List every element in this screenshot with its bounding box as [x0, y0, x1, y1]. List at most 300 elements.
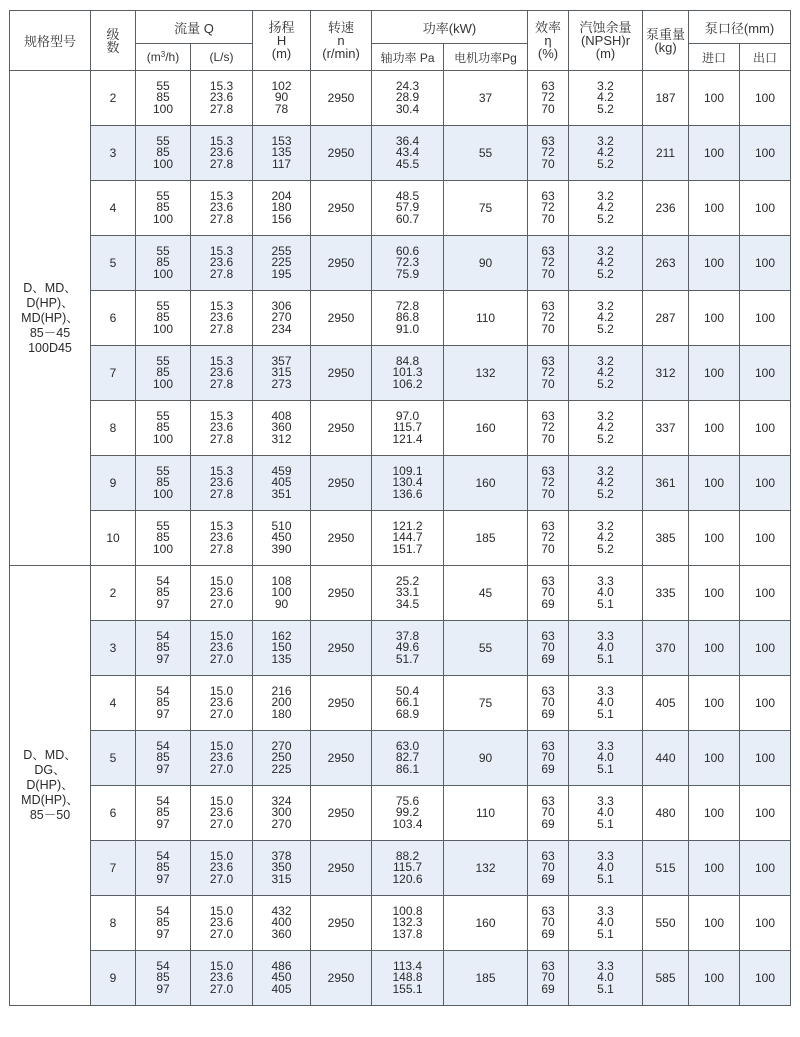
flow-ls-cell-value: 27.0	[209, 596, 234, 611]
flow-ls-cell-value: 15.0	[209, 629, 234, 644]
shaft-power-cell-value: 137.8	[392, 926, 423, 941]
inlet-cell: 100	[689, 346, 740, 401]
flow-ls-cell	[191, 566, 253, 621]
flow-m3h-cell-value: 100	[152, 376, 174, 391]
head-cell-value: 78	[274, 101, 289, 116]
head-cell	[253, 456, 311, 511]
head-cell	[253, 731, 311, 786]
speed-cell: 2950	[311, 126, 372, 181]
shaft-power-cell	[372, 676, 444, 731]
flow-ls-cell	[191, 456, 253, 511]
motor-power-cell: 37	[444, 71, 528, 126]
npsh-cell-value: 3.2	[597, 134, 614, 149]
efficiency-cell-value: 69	[541, 926, 555, 941]
outlet-cell: 100	[740, 126, 791, 181]
flow-ls-cell	[191, 401, 253, 456]
efficiency-cell-value: 72	[541, 365, 555, 380]
speed-cell: 2950	[311, 951, 372, 1006]
npsh-cell-value: 5.2	[597, 266, 614, 281]
npsh-cell-value: 5.2	[597, 211, 614, 226]
flow-m3h-cell-value: 100	[152, 321, 174, 336]
flow-ls-cell-value: 15.3	[209, 519, 234, 534]
head-cell	[253, 786, 311, 841]
shaft-power-cell-value: 136.6	[392, 486, 423, 501]
table-row	[10, 896, 791, 951]
efficiency-cell-value: 72	[541, 90, 555, 105]
weight-cell: 263	[643, 236, 689, 291]
stage-cell: 3	[91, 621, 136, 676]
stage-cell: 2	[91, 566, 136, 621]
shaft-power-cell-value: 45.5	[395, 156, 420, 171]
efficiency-cell-value: 63	[541, 519, 555, 534]
head-cell	[253, 896, 311, 951]
efficiency-cell	[528, 731, 569, 786]
flow-ls-cell	[191, 841, 253, 896]
flow-m3h-cell	[136, 346, 191, 401]
stage-cell: 7	[91, 346, 136, 401]
flow-m3h-cell	[136, 456, 191, 511]
efficiency-cell	[528, 181, 569, 236]
flow-m3h-cell-value: 97	[156, 761, 170, 776]
head-cell-value: 195	[271, 266, 292, 281]
table-row	[10, 621, 791, 676]
head-cell-value: 300	[271, 805, 292, 820]
npsh-cell-value: 3.3	[597, 849, 614, 864]
speed-cell: 2950	[311, 566, 372, 621]
motor-power-cell: 75	[444, 181, 528, 236]
shaft-power-cell	[372, 621, 444, 676]
npsh-cell-value: 5.2	[597, 431, 614, 446]
npsh-cell	[569, 401, 643, 456]
shaft-power-cell-value: 48.5	[395, 189, 420, 204]
inlet-cell: 100	[689, 566, 740, 621]
flow-m3h-cell	[136, 731, 191, 786]
efficiency-cell-value: 63	[541, 574, 555, 589]
model-cell	[10, 71, 91, 566]
shaft-power-cell	[372, 896, 444, 951]
table-row	[10, 786, 791, 841]
npsh-cell-value: 4.2	[597, 200, 614, 215]
flow-ls-cell-value: 27.8	[209, 156, 234, 171]
flow-ls-cell-value: 15.0	[209, 849, 234, 864]
flow-ls-cell-value: 27.0	[209, 871, 234, 886]
npsh-cell-value: 5.2	[597, 376, 614, 391]
weight-cell: 236	[643, 181, 689, 236]
weight-cell: 361	[643, 456, 689, 511]
head-cell	[253, 236, 311, 291]
flow-ls-cell-value: 15.0	[209, 794, 234, 809]
flow-m3h-cell-value: 100	[152, 211, 174, 226]
efficiency-cell	[528, 236, 569, 291]
shaft-power-cell-value: 130.4	[392, 475, 423, 490]
table-row	[10, 566, 791, 621]
outlet-cell: 100	[740, 731, 791, 786]
flow-ls-cell-value: 23.6	[209, 200, 234, 215]
inlet-cell: 100	[689, 951, 740, 1006]
weight-cell: 405	[643, 676, 689, 731]
outlet-cell: 100	[740, 621, 791, 676]
table-row	[10, 126, 791, 181]
inlet-cell: 100	[689, 511, 740, 566]
efficiency-cell-value: 63	[541, 134, 555, 149]
npsh-cell-value: 4.0	[597, 750, 614, 765]
npsh-cell-value: 4.2	[597, 475, 614, 490]
weight-cell: 385	[643, 511, 689, 566]
flow-m3h-cell-value: 97	[156, 596, 170, 611]
efficiency-cell-value: 63	[541, 849, 555, 864]
npsh-cell-value: 4.2	[597, 310, 614, 325]
flow-m3h-cell-value: 85	[156, 420, 170, 435]
flow-m3h-cell-value: 97	[156, 981, 170, 996]
efficiency-cell	[528, 401, 569, 456]
shaft-power-cell-value: 115.7	[392, 420, 423, 435]
shaft-power-cell-value: 99.2	[395, 805, 420, 820]
npsh-cell-value: 3.2	[597, 79, 614, 94]
flow-ls-cell-value: 23.6	[209, 145, 234, 160]
outlet-cell: 100	[740, 786, 791, 841]
motor-power-cell: 110	[444, 786, 528, 841]
model-line: 85－50	[29, 808, 71, 822]
head-cell	[253, 511, 311, 566]
head-cell-value: 225	[271, 255, 292, 270]
flow-m3h-cell-value: 85	[156, 530, 170, 545]
head-cell-value: 200	[271, 695, 292, 710]
head-cell-value: 117	[271, 156, 292, 171]
head-cell-value: 312	[271, 431, 292, 446]
outlet-cell: 100	[740, 181, 791, 236]
npsh-cell-value: 3.3	[597, 739, 614, 754]
efficiency-cell-value: 63	[541, 794, 555, 809]
speed-cell: 2950	[311, 841, 372, 896]
stage-cell: 5	[91, 731, 136, 786]
flow-m3h-cell-value: 100	[152, 101, 174, 116]
head-cell	[253, 401, 311, 456]
flow-ls-cell-value: 27.8	[209, 101, 234, 116]
stage-cell: 2	[91, 71, 136, 126]
head-cell-value: 360	[271, 926, 292, 941]
table-row	[10, 71, 791, 126]
weight-cell: 337	[643, 401, 689, 456]
efficiency-cell-value: 72	[541, 420, 555, 435]
header-outlet: 出口	[740, 44, 791, 71]
table-row	[10, 291, 791, 346]
shaft-power-cell	[372, 181, 444, 236]
efficiency-cell-value: 69	[541, 761, 555, 776]
flow-ls-cell-value: 23.6	[209, 970, 234, 985]
npsh-cell-value: 4.2	[597, 530, 614, 545]
flow-ls-cell-value: 27.0	[209, 651, 234, 666]
flow-m3h-cell-value: 54	[156, 959, 170, 974]
efficiency-cell-value: 69	[541, 981, 555, 996]
inlet-cell: 100	[689, 71, 740, 126]
speed-cell: 2950	[311, 676, 372, 731]
npsh-cell-value: 5.2	[597, 486, 614, 501]
npsh-cell-value: 3.2	[597, 244, 614, 259]
npsh-cell	[569, 456, 643, 511]
shaft-power-cell-value: 151.7	[392, 541, 423, 556]
shaft-power-cell-value: 103.4	[392, 816, 423, 831]
efficiency-cell	[528, 841, 569, 896]
shaft-power-cell-value: 34.5	[395, 596, 420, 611]
shaft-power-cell-value: 84.8	[395, 354, 420, 369]
speed-cell: 2950	[311, 291, 372, 346]
model-line: 85－45	[29, 325, 71, 340]
shaft-power-cell-value: 120.6	[392, 871, 423, 886]
efficiency-cell-value: 63	[541, 629, 555, 644]
npsh-cell	[569, 786, 643, 841]
flow-ls-cell-value: 27.8	[209, 321, 234, 336]
flow-m3h-cell	[136, 291, 191, 346]
flow-m3h-cell-value: 55	[156, 299, 170, 314]
npsh-cell	[569, 291, 643, 346]
header-stages: 级 数	[91, 11, 136, 71]
weight-cell: 287	[643, 291, 689, 346]
npsh-cell	[569, 236, 643, 291]
model-line: D(HP)、	[26, 778, 74, 792]
npsh-cell-value: 4.2	[597, 420, 614, 435]
header-inlet: 进口	[689, 44, 740, 71]
efficiency-cell	[528, 511, 569, 566]
stage-cell: 5	[91, 236, 136, 291]
inlet-cell: 100	[689, 126, 740, 181]
motor-power-cell: 132	[444, 841, 528, 896]
npsh-cell	[569, 181, 643, 236]
head-cell	[253, 621, 311, 676]
head-cell-value: 306	[271, 299, 292, 314]
weight-cell: 480	[643, 786, 689, 841]
speed-cell: 2950	[311, 786, 372, 841]
flow-ls-cell-value: 23.6	[209, 420, 234, 435]
stage-cell: 9	[91, 951, 136, 1006]
head-cell-value: 486	[271, 959, 292, 974]
shaft-power-cell-value: 57.9	[395, 200, 420, 215]
efficiency-cell-value: 63	[541, 959, 555, 974]
shaft-power-cell	[372, 841, 444, 896]
outlet-cell: 100	[740, 951, 791, 1006]
flow-m3h-cell-value: 85	[156, 585, 170, 600]
shaft-power-cell-value: 86.1	[395, 761, 420, 776]
flow-m3h-cell-value: 97	[156, 651, 170, 666]
flow-ls-cell-value: 23.6	[209, 365, 234, 380]
outlet-cell: 100	[740, 896, 791, 951]
npsh-cell-value: 5.1	[597, 761, 614, 776]
shaft-power-cell	[372, 346, 444, 401]
efficiency-cell-value: 70	[541, 321, 555, 336]
header-npsh: 汽蚀余量 (NPSH)r (m)	[569, 11, 643, 71]
efficiency-cell	[528, 456, 569, 511]
flow-m3h-cell	[136, 511, 191, 566]
efficiency-cell	[528, 566, 569, 621]
table-body	[10, 71, 791, 1006]
shaft-power-cell-value: 144.7	[392, 530, 423, 545]
npsh-cell-value: 3.3	[597, 684, 614, 699]
head-cell-value: 204	[271, 189, 292, 204]
outlet-cell: 100	[740, 401, 791, 456]
efficiency-cell	[528, 346, 569, 401]
npsh-cell	[569, 676, 643, 731]
npsh-cell-value: 5.2	[597, 321, 614, 336]
model-line: D(HP)、	[26, 295, 74, 310]
shaft-power-cell	[372, 786, 444, 841]
efficiency-cell-value: 70	[541, 486, 555, 501]
flow-m3h-cell-value: 54	[156, 794, 170, 809]
flow-m3h-cell	[136, 181, 191, 236]
stage-cell: 10	[91, 511, 136, 566]
model-line: MD(HP)、	[21, 310, 79, 325]
head-cell-value: 390	[271, 541, 292, 556]
speed-cell: 2950	[311, 181, 372, 236]
motor-power-cell: 185	[444, 511, 528, 566]
model-line: 100D45	[28, 340, 72, 355]
npsh-cell-value: 5.2	[597, 156, 614, 171]
table-row	[10, 181, 791, 236]
npsh-cell-value: 4.2	[597, 145, 614, 160]
flow-m3h-cell-value: 54	[156, 904, 170, 919]
shaft-power-cell-value: 43.4	[395, 145, 420, 160]
efficiency-cell-value: 72	[541, 310, 555, 325]
head-cell-value: 153	[271, 134, 292, 149]
npsh-cell	[569, 731, 643, 786]
flow-m3h-cell-value: 54	[156, 684, 170, 699]
inlet-cell: 100	[689, 786, 740, 841]
shaft-power-cell	[372, 126, 444, 181]
head-cell-value: 315	[271, 365, 292, 380]
inlet-cell: 100	[689, 236, 740, 291]
flow-m3h-cell-value: 100	[152, 266, 174, 281]
flow-ls-cell-value: 23.6	[209, 915, 234, 930]
flow-ls-cell-value: 15.3	[209, 244, 234, 259]
npsh-cell-value: 4.0	[597, 860, 614, 875]
efficiency-cell	[528, 291, 569, 346]
efficiency-cell-value: 63	[541, 684, 555, 699]
npsh-cell-value: 4.0	[597, 970, 614, 985]
flow-m3h-cell	[136, 841, 191, 896]
head-cell-value: 357	[271, 354, 292, 369]
motor-power-cell: 110	[444, 291, 528, 346]
table-row	[10, 401, 791, 456]
npsh-cell-value: 3.2	[597, 409, 614, 424]
header-diameter: 泵口径(mm)	[689, 11, 791, 44]
shaft-power-cell-value: 63.0	[395, 739, 420, 754]
flow-m3h-cell-value: 85	[156, 805, 170, 820]
table-row	[10, 841, 791, 896]
inlet-cell: 100	[689, 401, 740, 456]
stage-cell: 3	[91, 126, 136, 181]
efficiency-cell-value: 70	[541, 376, 555, 391]
npsh-cell	[569, 71, 643, 126]
flow-m3h-cell	[136, 621, 191, 676]
npsh-cell-value: 5.1	[597, 981, 614, 996]
shaft-power-cell	[372, 71, 444, 126]
shaft-power-cell	[372, 456, 444, 511]
flow-ls-cell	[191, 786, 253, 841]
npsh-cell	[569, 896, 643, 951]
head-cell-value: 270	[271, 739, 292, 754]
flow-ls-cell-value: 15.0	[209, 904, 234, 919]
npsh-cell-value: 3.3	[597, 959, 614, 974]
model-line: D、MD、DG、	[23, 748, 77, 777]
stage-cell: 7	[91, 841, 136, 896]
head-cell-value: 135	[271, 651, 292, 666]
inlet-cell: 100	[689, 621, 740, 676]
weight-cell: 370	[643, 621, 689, 676]
flow-ls-cell-value: 23.6	[209, 695, 234, 710]
flow-ls-cell-value: 15.3	[209, 134, 234, 149]
speed-cell: 2950	[311, 346, 372, 401]
outlet-cell: 100	[740, 71, 791, 126]
head-cell-value: 234	[271, 321, 292, 336]
flow-m3h-cell-value: 85	[156, 750, 170, 765]
pump-spec-table	[9, 10, 791, 1006]
head-cell-value: 432	[271, 904, 292, 919]
shaft-power-cell-value: 66.1	[395, 695, 420, 710]
head-cell	[253, 291, 311, 346]
flow-ls-cell	[191, 676, 253, 731]
outlet-cell: 100	[740, 841, 791, 896]
head-cell-value: 250	[271, 750, 292, 765]
flow-m3h-cell-value: 100	[152, 541, 174, 556]
efficiency-cell-value: 63	[541, 739, 555, 754]
flow-m3h-cell-value: 85	[156, 145, 170, 160]
npsh-cell-value: 5.1	[597, 816, 614, 831]
efficiency-cell-value: 63	[541, 244, 555, 259]
npsh-cell-value: 4.0	[597, 805, 614, 820]
table-row	[10, 456, 791, 511]
efficiency-cell-value: 72	[541, 255, 555, 270]
inlet-cell: 100	[689, 896, 740, 951]
flow-ls-cell-value: 23.6	[209, 750, 234, 765]
npsh-cell-value: 5.1	[597, 871, 614, 886]
inlet-cell: 100	[689, 676, 740, 731]
speed-cell: 2950	[311, 511, 372, 566]
flow-ls-cell-value: 27.8	[209, 541, 234, 556]
head-cell	[253, 181, 311, 236]
head-cell-value: 459	[271, 464, 292, 479]
head-cell-value: 324	[271, 794, 292, 809]
inlet-cell: 100	[689, 291, 740, 346]
npsh-cell	[569, 511, 643, 566]
outlet-cell: 100	[740, 566, 791, 621]
motor-power-cell: 160	[444, 896, 528, 951]
shaft-power-cell-value: 50.4	[395, 684, 420, 699]
motor-power-cell: 90	[444, 236, 528, 291]
head-cell-value: 273	[271, 376, 292, 391]
header-flow-m3h: $(m^3/h)$	[136, 44, 191, 71]
efficiency-cell-value: 70	[541, 541, 555, 556]
shaft-power-cell-value: 60.6	[395, 244, 420, 259]
efficiency-cell-value: 70	[541, 860, 555, 875]
shaft-power-cell-value: 106.2	[392, 376, 423, 391]
efficiency-cell-value: 70	[541, 101, 555, 116]
flow-ls-cell-value: 27.8	[209, 266, 234, 281]
efficiency-cell-value: 63	[541, 189, 555, 204]
flow-m3h-cell-value: 97	[156, 706, 170, 721]
flow-ls-cell-value: 15.0	[209, 959, 234, 974]
head-cell-value: 102	[271, 79, 292, 94]
stage-cell: 9	[91, 456, 136, 511]
npsh-cell-value: 3.2	[597, 299, 614, 314]
shaft-power-cell-value: 33.1	[395, 585, 420, 600]
shaft-power-cell-value: 115.7	[392, 860, 423, 875]
head-cell-value: 510	[271, 519, 292, 534]
efficiency-cell-value: 69	[541, 596, 555, 611]
npsh-cell	[569, 841, 643, 896]
shaft-power-cell-value: 86.8	[395, 310, 420, 325]
speed-cell: 2950	[311, 401, 372, 456]
head-cell	[253, 346, 311, 401]
weight-cell: 187	[643, 71, 689, 126]
flow-m3h-cell-value: 97	[156, 926, 170, 941]
